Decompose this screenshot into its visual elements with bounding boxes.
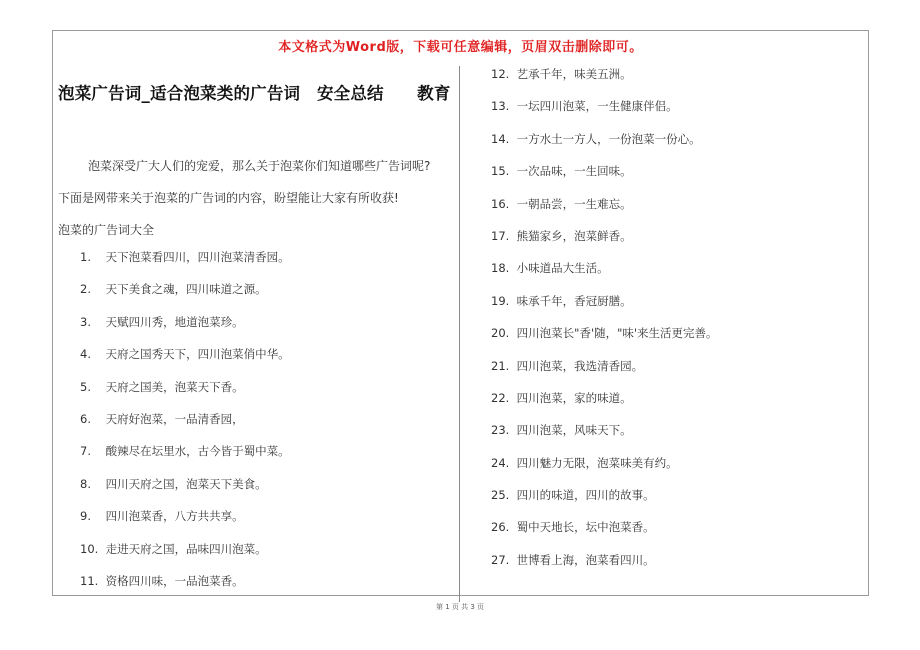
item-text: 四川泡菜，家的味道。 — [516, 390, 632, 405]
item-text: 世博看上海，泡菜看四川。 — [516, 552, 655, 567]
list-item — [80, 533, 450, 565]
list-item — [491, 285, 861, 317]
slogan-list-left — [80, 241, 450, 597]
item-text: 一朝品尝，一生难忘。 — [516, 196, 632, 211]
item-number: 27. — [491, 552, 510, 567]
intro-block — [58, 150, 453, 246]
item-number: 12. — [491, 67, 510, 81]
section-heading: 泡菜的广告词大全 — [58, 223, 155, 237]
item-text: 一坛四川泡菜，一生健康伴侣。 — [516, 99, 678, 114]
list-item — [80, 306, 450, 338]
item-number: 4. — [80, 347, 91, 362]
list-item — [80, 468, 450, 500]
list-item — [491, 350, 861, 382]
list-item — [80, 565, 450, 597]
document-title: 泡菜广告词_适合泡菜类的广告词 安全总结 教育 — [58, 84, 451, 103]
list-item — [491, 447, 861, 479]
item-number: 26. — [491, 520, 510, 535]
item-number: 17. — [491, 228, 510, 243]
list-item — [491, 252, 861, 284]
item-number: 15. — [491, 164, 510, 179]
item-text: 天下泡菜看四川，四川泡菜清香园。 — [105, 250, 290, 264]
item-text: 走进天府之国，品味四川泡菜。 — [105, 541, 267, 556]
item-number: 13. — [491, 99, 510, 114]
item-number: 23. — [491, 423, 510, 438]
list-item — [491, 511, 861, 543]
item-number: 1. — [80, 250, 91, 264]
column-divider — [459, 66, 460, 602]
item-text: 天赋四川秀，地道泡菜珍。 — [105, 314, 244, 329]
slogan-list-right — [491, 58, 861, 576]
item-text: 天府之国秀天下，四川泡菜俏中华。 — [105, 347, 290, 362]
item-number: 9. — [80, 509, 91, 524]
item-number: 6. — [80, 411, 91, 426]
list-item — [491, 220, 861, 252]
item-text: 四川泡菜，我选清香园。 — [516, 358, 644, 373]
item-text: 蜀中天地长，坛中泡菜香。 — [516, 520, 655, 535]
list-item — [491, 414, 861, 446]
list-item — [80, 403, 450, 435]
item-number: 19. — [491, 293, 510, 308]
item-number: 2. — [80, 282, 91, 297]
list-item — [491, 382, 861, 414]
item-text: 天下美食之魂，四川味道之源。 — [105, 282, 267, 297]
item-text: 酸辣尽在坛里水，古今皆于蜀中菜。 — [105, 444, 290, 459]
item-number: 24. — [491, 455, 510, 470]
list-item — [80, 500, 450, 532]
item-text: 天府之国美，泡菜天下香。 — [105, 379, 244, 394]
item-text: 天府好泡菜，一品清香园， — [105, 411, 244, 426]
item-number: 25. — [491, 488, 510, 503]
list-item — [80, 273, 450, 305]
list-item — [80, 435, 450, 467]
list-item — [491, 90, 861, 122]
item-number: 14. — [491, 131, 510, 146]
item-number: 5. — [80, 379, 91, 394]
item-text: 小味道品大生活。 — [516, 261, 609, 276]
item-text: 熊猫家乡，泡菜鲜香。 — [516, 228, 632, 243]
item-number: 22. — [491, 390, 510, 405]
item-text: 资格四川味，一品泡菜香。 — [105, 573, 244, 588]
list-item — [491, 58, 861, 90]
left-column — [58, 80, 453, 108]
item-text: 一方水土一方人，一份泡菜一份心。 — [516, 131, 701, 146]
list-item — [491, 188, 861, 220]
item-number: 16. — [491, 196, 510, 211]
item-number: 21. — [491, 358, 510, 373]
list-item — [491, 317, 861, 349]
item-text: 艺承千年，味美五洲。 — [516, 67, 632, 81]
item-number: 11. — [80, 573, 99, 588]
item-number: 10. — [80, 541, 99, 556]
item-number: 20. — [491, 326, 510, 341]
item-text: 四川天府之国，泡菜天下美食。 — [105, 476, 267, 491]
item-number: 8. — [80, 476, 91, 491]
item-number: 3. — [80, 314, 91, 329]
list-item — [80, 338, 450, 370]
item-text: 四川魅力无限，泡菜味美有约。 — [516, 455, 678, 470]
list-item — [491, 544, 861, 576]
intro-line-2: 下面是网带来关于泡菜的广告词的内容，盼望能让大家有所收获! — [58, 191, 399, 205]
item-text: 四川泡菜，风味天下。 — [516, 423, 632, 438]
item-text: 四川的味道，四川的故事。 — [516, 488, 655, 503]
item-text: 四川泡菜长"香'随，"味'来生活更完善。 — [516, 326, 718, 341]
item-number: 18. — [491, 261, 510, 276]
item-text: 一次品味，一生回味。 — [516, 164, 632, 179]
list-item — [491, 479, 861, 511]
page-footer: 第 1 页 共 3 页 — [435, 603, 485, 611]
item-number: 7. — [80, 444, 91, 459]
list-item — [80, 241, 450, 273]
list-item — [491, 123, 861, 155]
word-format-notice: 本文格式为Word版，下载可任意编辑，页眉双击删除即可。 — [278, 40, 643, 55]
intro-line-1: 泡菜深受广大人们的宠爱，那么关于泡菜你们知道哪些广告词呢? — [88, 159, 431, 173]
item-text: 四川泡菜香，八方共共享。 — [105, 509, 244, 524]
list-item — [80, 371, 450, 403]
item-text: 味承千年，香冠厨膳。 — [516, 293, 632, 308]
list-item — [491, 155, 861, 187]
